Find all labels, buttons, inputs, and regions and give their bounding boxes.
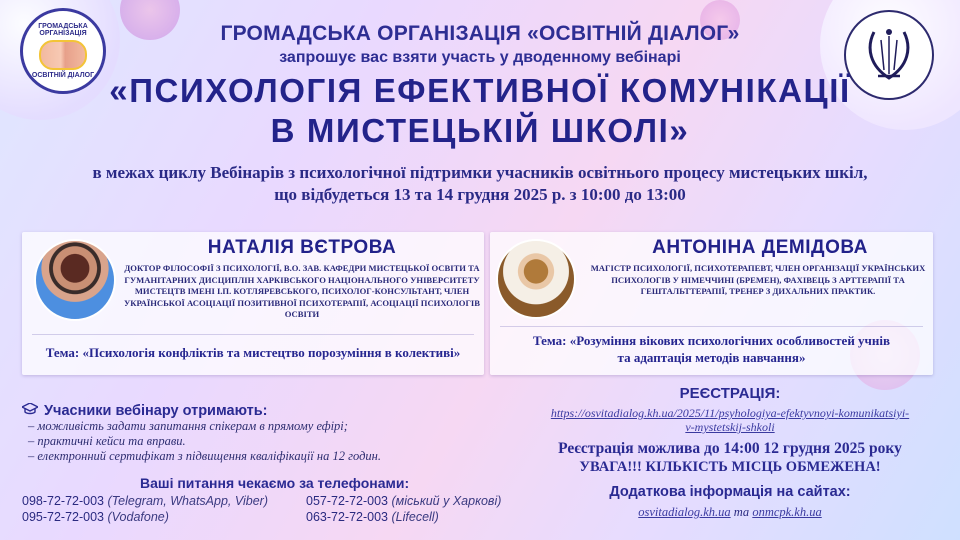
site-link-osvitadialog[interactable]: osvitadialog.kh.ua <box>638 505 731 519</box>
registration-link[interactable]: https://osvitadialog.kh.ua/2025/11/psyhologiya-efektyvnoyi-komunikatsiyi- v-mystetskij-shkoli <box>550 406 910 434</box>
info-links <box>520 505 940 520</box>
header <box>0 22 960 205</box>
registration-heading: РЕЄСТРАЦІЯ: <box>679 385 781 402</box>
phone-list <box>22 494 268 525</box>
speaker-photo <box>496 239 576 319</box>
phone-entry[interactable]: 098-72-72-003 (Telegram, WhatsApp, Viber) <box>22 494 268 508</box>
speaker-topic-line1: Тема: «Розуміння вікових психологічних особливостей учнів <box>532 333 891 348</box>
speaker-bio: МАГІСТР ПСИХОЛОГІЇ, ПСИХОТЕРАПЕВТ, ЧЛЕН ОРГАНІЗАЦІЇ УКРАЇНСЬКИХ ПСИХОЛОГІВ У НІМЕЧЧИНІ (БРЕМЕН), ФАХІВЕЦЬ З АРТТЕРАПІЇ ТА ГЕШТАЛЬТТЕРАПІЇ, ТРЕНЕР З ДИХАЛЬНИХ ПРАКТИК. <box>590 263 926 296</box>
benefits-section <box>22 403 482 464</box>
site-link-onmcpk[interactable]: onmcpk.kh.ua <box>752 505 822 519</box>
benefit-item: – електронний сертифікат з підвищення кваліфікації на 12 годин. <box>28 449 381 463</box>
divider <box>32 334 474 335</box>
benefit-item: – можливість задати запитання спікерам в прямому ефірі; <box>28 419 348 433</box>
phone-entry[interactable]: 063-72-72-003 (Lifecell) <box>306 509 439 524</box>
info-heading: Додаткова інформація на сайтах: <box>609 484 851 500</box>
speaker-card <box>22 232 484 375</box>
registration-warning: УВАГА!!! КІЛЬКІСТЬ МІСЦЬ ОБМЕЖЕНА! <box>579 459 881 475</box>
webinar-title-line2: В МИСТЕЦЬКІЙ ШКОЛІ» <box>270 112 690 149</box>
graduation-cap-icon <box>22 403 38 419</box>
registration-section <box>520 385 940 520</box>
speaker-bio: ДОКТОР ФІЛОСОФІЇ З ПСИХОЛОГІЇ, В.О. ЗАВ. КАФЕДРИ МИСТЕЦЬКОЇ ОСВІТИ ТА ГУМАНІТАРНИХ ДИСЦИПЛІН ХАРКІВСЬКОГО НАЦІОНАЛЬНОГО УНІВЕРСИТЕТУ МИСТЕЦТВ ІМЕНІ І.П. КОТЛЯРЕВСЬКОГО, ПСИХОЛОГ-КОНСУЛЬТАНТ, ЧЛЕН УКРАЇНСЬКОЇ АСОЦІАЦІЇ ПОЗИТИВНОЇ ПСИХОТЕРАПІЇ, АСОЦІАЦІЇ ПСИХОЛОГІВ ОСВІТИ <box>124 263 480 319</box>
divider <box>500 326 923 327</box>
speaker-topic: Тема: «Психологія конфліктів та мистецтво порозуміння в колективі» <box>45 345 461 360</box>
speaker-photo <box>34 239 116 321</box>
logo-text-bottom: ОСВІТНІЙ ДІАЛОГ <box>31 71 95 79</box>
speaker-name: НАТАЛІЯ ВЄТРОВА <box>207 237 397 258</box>
phone-entry[interactable]: 095-72-72-003 (Vodafone) <box>22 509 169 524</box>
registration-deadline: Реєстрація можлива до 14:00 12 грудня 2025 року <box>558 440 902 457</box>
invitation-text: запрошує вас взяти участь у дводенному вебінарі <box>279 49 681 66</box>
speaker-topic <box>490 332 933 366</box>
phone-list <box>306 494 501 525</box>
links-joiner: та <box>733 505 750 519</box>
webinar-title-line1: «ПСИХОЛОГІЯ ЕФЕКТИВНОЇ КОМУНІКАЦІЇ <box>109 72 851 109</box>
speaker-card <box>490 232 933 375</box>
speaker-name: АНТОНІНА ДЕМІДОВА <box>652 237 868 258</box>
date-text: що відбудеться 13 та 14 грудня 2025 р. з 10:00 до 13:00 <box>274 185 686 204</box>
benefit-item: – практичні кейси та вправи. <box>28 434 186 448</box>
logo-text-top: ГРОМАДСЬКА ОРГАНІЗАЦІЯ <box>38 22 88 38</box>
cycle-text: в межах циклу Вебінарів з психологічної підтримки учасників освітнього процесу мистецьких шкіл, <box>92 163 868 182</box>
benefits-heading <box>22 403 482 419</box>
benefits-heading-text: Учасники вебінару отримають: <box>44 403 268 419</box>
speaker-topic-line2: та адаптація методів навчання» <box>617 350 806 365</box>
organization-name: ГРОМАДСЬКА ОРГАНІЗАЦІЯ «ОСВІТНІЙ ДІАЛОГ» <box>220 22 740 45</box>
phone-entry[interactable]: 057-72-72-003 (міський у Харкові) <box>306 494 502 508</box>
phones-heading: Ваші питання чекаємо за телефонами: <box>140 475 410 491</box>
